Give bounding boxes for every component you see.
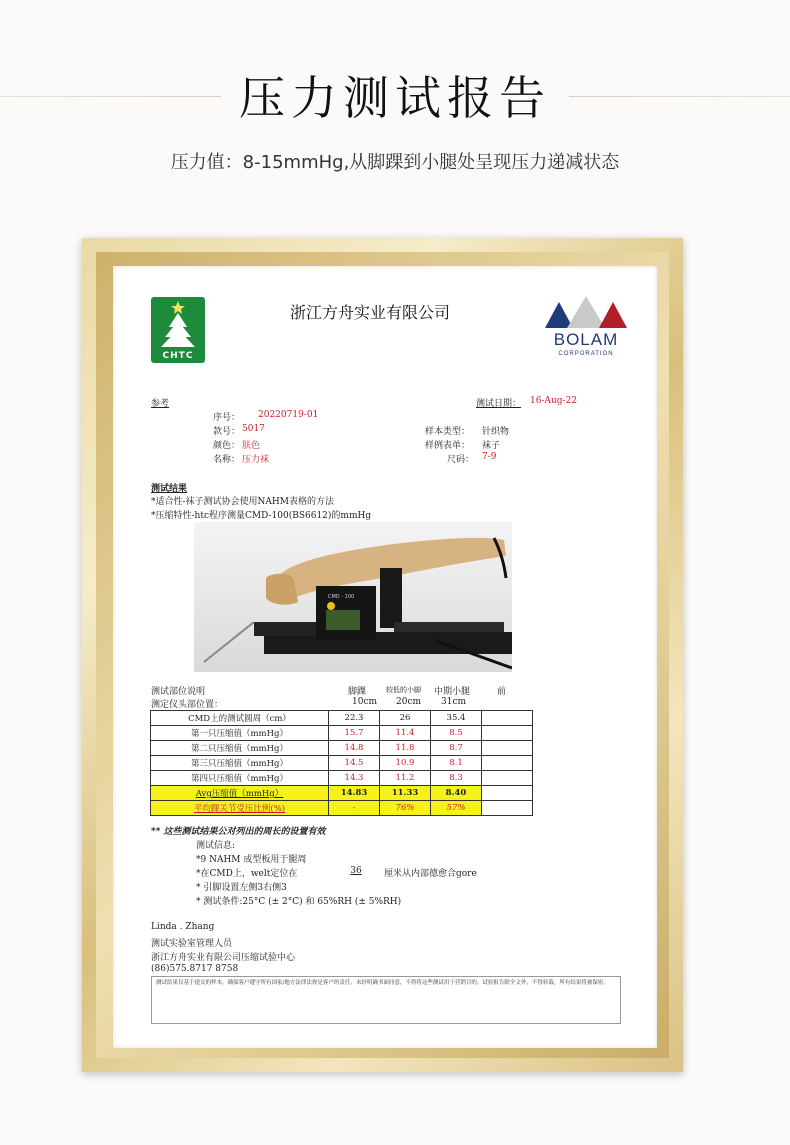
table-header-label-2: 测定仪头部位置： [151,700,224,710]
notes-line-2-suffix: 厘米从内部德愈合gore [384,869,477,879]
style-value: 5017 [242,424,265,434]
triangles-icon [541,294,631,330]
cell-empty [482,801,533,816]
size-value: 7-9 [482,452,497,462]
serial-value: 20220719-01 [258,410,319,420]
ref-label: 参考 [151,399,170,409]
cell-empty [482,741,533,756]
col-header-mid-calf: 中期小腿 [434,687,471,697]
cell-empty [482,771,533,786]
sample-form-value: 袜子 [482,441,501,451]
row-label: 第一只压缩值（mmHg） [151,726,329,741]
color-label: 颜色： [213,441,241,451]
name-value: 压力袜 [242,455,270,465]
name-label: 名称： [213,455,241,465]
avg-value: 14.83 [329,786,380,801]
table-header-label-1: 测试部位说明 [151,687,206,697]
cell-value: 11.2 [380,771,431,786]
cell-value: 22.3 [329,711,380,726]
notes-heading: ** 这些测试结果公对列出的周长的设置有效 [151,827,326,837]
company-name: 浙江方舟实业有限公司 [289,303,450,322]
result-line-2: *压缩特性-htc程序测量CMD-100(BS6612)的mmHg [151,511,372,521]
cell-value: 26 [380,711,431,726]
welt-position-value: 36 [350,866,362,876]
signature-phone: (86)575.8717 8758 [151,964,239,974]
corporation-text: CORPORATION [558,351,614,357]
notes-line-3: * 引脚设置左侧3右侧3 [196,883,287,893]
cell-value: 14.5 [329,756,380,771]
ratio-value: 76% [380,801,431,816]
test-device-photo [194,522,512,672]
results-heading: 测试结果 [151,484,188,494]
cell-value: 10.9 [380,756,431,771]
page-title-text: 压力测试报告 [221,71,569,125]
notes-line-4: * 测试条件:25°C (± 2°C) 和 65%RH (± 5%RH) [196,897,402,907]
test-date-label: 测试日期： [476,399,522,409]
signature-center: 浙江方舟实业有限公司压缩试验中心 [151,953,296,963]
notes-info-label: 测试信息: [196,841,236,851]
table-row [151,771,533,786]
serial-label: 序号： [213,413,241,423]
avg-row [151,786,533,801]
bolam-logo [541,294,631,364]
size-label: 尺码： [447,455,475,465]
col-header-lower-calf: 较低的小脚 [386,686,421,694]
page-title [0,62,790,128]
cell-value: 14.8 [329,741,380,756]
cell-value: 8.1 [431,756,482,771]
chtc-logo [151,297,205,363]
cell-empty [482,726,533,741]
row-label: 第四只压缩值（mmHg） [151,771,329,786]
col-position-1: 10cm [352,697,378,707]
col-position-3: 31cm [441,697,467,707]
cell-empty [482,756,533,771]
notes-line-2-prefix: *在CMD上，welt定位在 [196,869,298,879]
cell-value: 8.5 [431,726,482,741]
notes-line-1: *9 NAHM 成型板用于腿周 [196,855,307,865]
signature-name: Linda . Zhang [151,922,215,932]
cell-empty [482,786,533,801]
row-label: 第三只压缩值（mmHg） [151,756,329,771]
table-row [151,711,533,726]
avg-label: Avg压缩值（mmHg） [151,786,329,801]
sample-type-label: 样本类型： [425,427,471,437]
page-subtitle: 压力值：8-15mmHg,从脚踝到小腿处呈现压力递减状态 [170,152,620,173]
cell-empty [482,711,533,726]
avg-value: 8.40 [431,786,482,801]
device-label: CMD - 100 [328,594,355,600]
cell-value: 15.7 [329,726,380,741]
style-label: 款号： [213,427,241,437]
row-label: 第二只压缩值（mmHg） [151,741,329,756]
cell-value: 8.3 [431,771,482,786]
col-header-front: 前 [497,687,507,697]
signature-title: 测试实验室管理人员 [151,939,233,949]
color-value: 肤色 [242,441,261,451]
table-row [151,741,533,756]
cell-value: 11.8 [380,741,431,756]
disclaimer-box: 测试结果仅基于提交的样本，确保客户遵守所有国家/地方法律法规是客户的责任，未经明确书面同意，不得将这些测试用于营销目的。试验报告除全文外，不得转载，所有结果将被保密。 [151,976,621,1024]
cell-value: 8.7 [431,741,482,756]
ratio-value: - [329,801,380,816]
table-row [151,756,533,771]
ratio-row [151,801,533,816]
chtc-logo-text: CHTC [162,351,194,361]
pressure-table [150,710,533,816]
ratio-value: 57% [431,801,482,816]
bolam-logo-text: BOLAM [553,330,619,349]
row-label: CMD上的测试圆周（cm） [151,711,329,726]
col-header-ankle: 脚踝 [348,687,367,697]
cell-value: 35.4 [431,711,482,726]
sample-form-label: 样例表单： [425,441,471,451]
table-row [151,726,533,741]
result-line-1: *适合性-袜子测试协会使用NAHM表格的方法 [151,497,334,507]
avg-value: 11.33 [380,786,431,801]
cell-value: 14.3 [329,771,380,786]
test-date-value: 16-Aug-22 [530,396,578,406]
ratio-label: 平均踝关节受压比例(%) [151,801,329,816]
sample-type-value: 针织物 [482,427,510,437]
compression-tester-illustration [194,522,512,672]
col-position-2: 20cm [396,697,422,707]
cell-value: 11.4 [380,726,431,741]
